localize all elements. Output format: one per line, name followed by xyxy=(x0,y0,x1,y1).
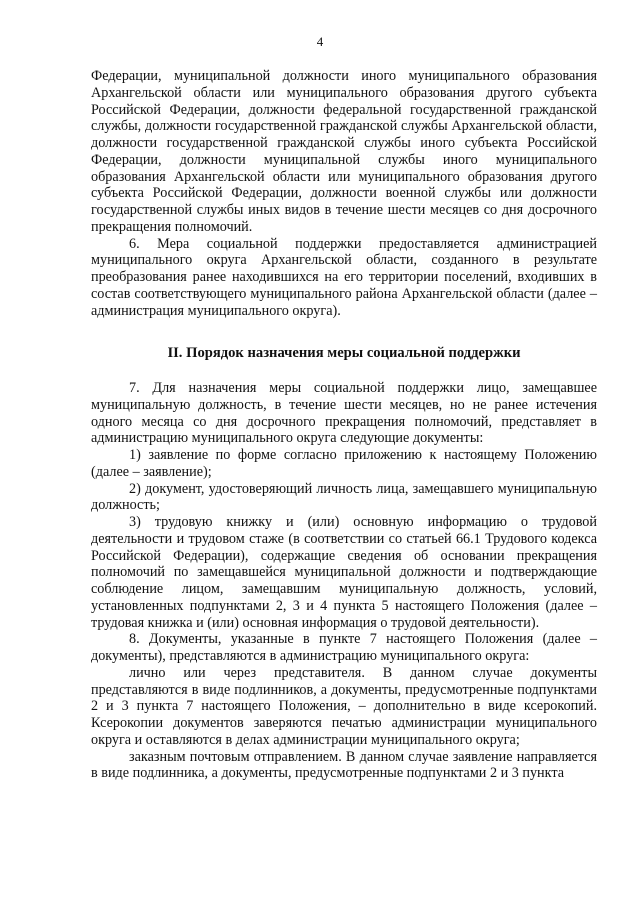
paragraph-7: 7. Для назначения меры социальной поддержки лицо, замещавшее муниципальную должность, в течение шести месяцев, но не ранее истечения одного месяца со дня досрочного прекращения полномочий, представляет в администрацию муниципального округа следующие документы: xyxy=(91,380,597,447)
paragraph-7-item-3: 3) трудовую книжку и (или) основную информацию о трудовой деятельности и трудовом стаже (в соответствии со статьей 66.1 Трудового кодекса Российской Федерации), содержащие сведения об основании прекращения полномочий по замещавшейся муниципальной должности и подтверждающие соблюдение лицом, замещавшим муниципальную должность, условий, установленных подпунктами 2, 3 и 4 пункта 5 настоящего Положения (далее – трудовая книжка и (или) основная информация о трудовой деятельности). xyxy=(91,514,597,631)
document-body xyxy=(91,68,597,782)
paragraph-continuation: Федерации, муниципальной должности иного муниципального образования Архангельской области или муниципального образования другого субъекта Российской Федерации, должности федеральной государственной гражданской службы, должности государственной гражданской службы Архангельской области, должности государственной гражданской службы иного субъекта Российской Федерации, должности муниципальной службы иного муниципального образования Архангельской области или муниципального образования другого субъекта Российской Федерации, должности военной службы или должности государственной службы иных видов в течение шести месяцев со дня досрочного прекращения полномочий. xyxy=(91,68,597,235)
paragraph-8-option-in-person: лично или через представителя. В данном случае документы представляются в виде подлинников, а документы, предусмотренные подпунктами 2 и 3 пункта 7 настоящего Положения, – дополнительно в виде ксерокопий. Ксерокопии документов заверяются печатью администрации муниципального округа и оставляются в делах администрации муниципального округа; xyxy=(91,664,597,748)
paragraph-8-option-mail: заказным почтовым отправлением. В данном случае заявление направляется в виде подлинника, а документы, предусмотренные подпунктами 2 и 3 пункта xyxy=(91,748,597,782)
paragraph-8: 8. Документы, указанные в пункте 7 настоящего Положения (далее – документы), представляются в администрацию муниципального округа: xyxy=(91,631,597,664)
paragraph-7-item-1: 1) заявление по форме согласно приложению к настоящему Положению (далее – заявление); xyxy=(91,447,597,480)
page-number: 4 xyxy=(316,34,324,49)
section-heading: II. Порядок назначения меры социальной поддержки xyxy=(167,345,521,362)
paragraph-7-item-2: 2) документ, удостоверяющий личность лица, замещавшего муниципальную должность; xyxy=(91,480,597,514)
paragraph-6: 6. Мера социальной поддержки предоставляется администрацией муниципального округа Архангельской области, созданного в результате преобразования ранее находившихся на его территории поселений, входивших в состав соответствующего муниципального района Архангельской области (далее – администрация муниципального округа). xyxy=(91,235,597,319)
